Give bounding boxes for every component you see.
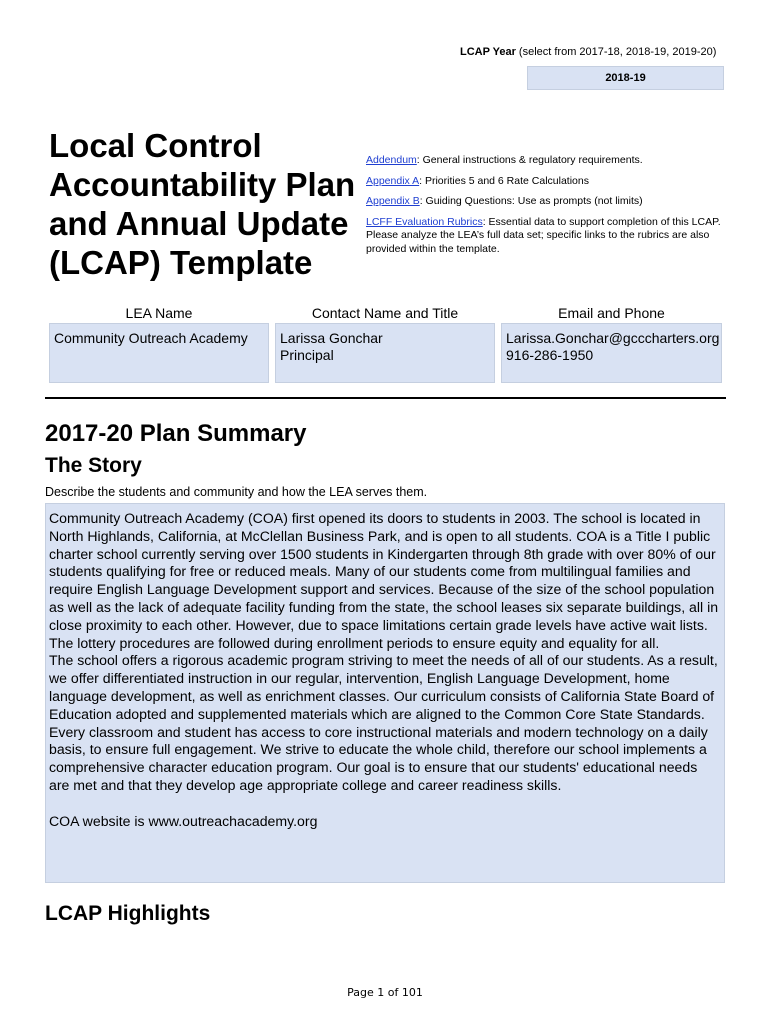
lcap-year-field[interactable]: 2018-19 — [527, 66, 724, 90]
reference-appendix-b — [366, 195, 726, 209]
reference-links — [366, 154, 726, 263]
appendix-b-description: : Guiding Questions: Use as prompts (not limits) — [419, 195, 643, 207]
appendix-a-description: : Priorities 5 and 6 Rate Calculations — [419, 174, 589, 187]
story-prompt: Describe the students and community and how the LEA serves them. — [45, 485, 428, 499]
lcap-highlights-heading: LCAP Highlights — [45, 902, 211, 925]
story-heading: The Story — [45, 454, 142, 477]
lea-name-field[interactable] — [49, 323, 269, 383]
lea-name-header: LEA Name — [125, 305, 193, 321]
reference-addendum — [366, 154, 726, 168]
contact-field[interactable] — [275, 323, 495, 383]
addendum-link[interactable]: Addendum — [366, 154, 417, 166]
contact-header: Contact Name and Title — [311, 305, 459, 321]
email-value: Larissa.Gonchar@gcccharters.org — [506, 330, 720, 346]
plan-summary-heading: 2017-20 Plan Summary — [45, 420, 307, 447]
title-line-2: Accountability Plan — [49, 166, 356, 203]
contact-name-value: Larissa Gonchar — [280, 330, 383, 346]
page-number: Page 1 of 101 — [347, 986, 423, 999]
email-phone-header: Email and Phone — [558, 305, 665, 321]
title-line-4: (LCAP) Template — [49, 244, 313, 281]
lcap-year-label-rest: (select from 2017-18, 2018-19, 2019-20) — [515, 46, 717, 58]
page-title — [49, 126, 369, 282]
email-phone-field[interactable] — [501, 323, 722, 383]
appendix-a-link[interactable]: Appendix A — [366, 174, 420, 187]
rubrics-description: : Essential data to support completion of this LCAP. Please analyze the LEA’s full data set; specific links to the rubrics are also provided within the template. — [366, 215, 721, 255]
story-paragraph-1: Community Outreach Academy (COA) first opened its doors to students in 2003. The school is located in North Highlands, California, at McClellan Business Park, and is open to all students. COA is a Title I public charter school currently serving over 1500 students in Kindergarten through 8th grade with over 80% of our students qualifying for free or reduced meals. Many of our students come from multilingual families and require English Language Development support and services. Because of the size of the school population as well as the lack of adequate facility funding from the state, the school leases six separate buildings, all in close proximity to each other. However, due to space limitations certain grade levels have active wait lists. The lottery procedures are followed during enrollment periods to ensure equity and equality for all. — [49, 510, 719, 651]
phone-value: 916-286-1950 — [506, 347, 594, 363]
rubrics-link[interactable]: LCFF Evaluation Rubrics — [366, 215, 483, 228]
story-paragraph-3: COA website is www.outreachacademy.org — [49, 812, 318, 829]
title-line-3: and Annual Update — [49, 205, 349, 242]
story-text-field[interactable] — [45, 503, 725, 883]
lcap-year-label-bold: LCAP Year — [460, 46, 516, 58]
lcap-year-label — [460, 46, 716, 58]
section-divider — [45, 397, 726, 399]
title-line-1: Local Control — [49, 127, 262, 164]
lea-name-value: Community Outreach Academy — [54, 330, 248, 346]
contact-title-value: Principal — [280, 347, 334, 363]
reference-rubrics — [366, 216, 726, 257]
reference-appendix-a — [366, 175, 726, 189]
appendix-b-link[interactable]: Appendix B — [366, 195, 420, 207]
story-paragraph-2: The school offers a rigorous academic program striving to meet the needs of all of our students. As a result, we offer differentiated instruction in our regular, intervention, English Language Development, home language development, as well as enrichment classes. Our curriculum consists of California State Board of Education adopted and supplemented materials which are aligned to the Common Core State Standards. Every classroom and student has access to core instructional materials and modern technology on a daily basis, to ensure full engagement. We strive to educate the whole child, therefore our school implements a comprehensive character education program. Our goal is to ensure that our students' educational needs are met and that they develop age appropriate college and career readiness skills. — [49, 652, 718, 793]
addendum-description: : General instructions & regulatory requirements. — [416, 154, 643, 166]
